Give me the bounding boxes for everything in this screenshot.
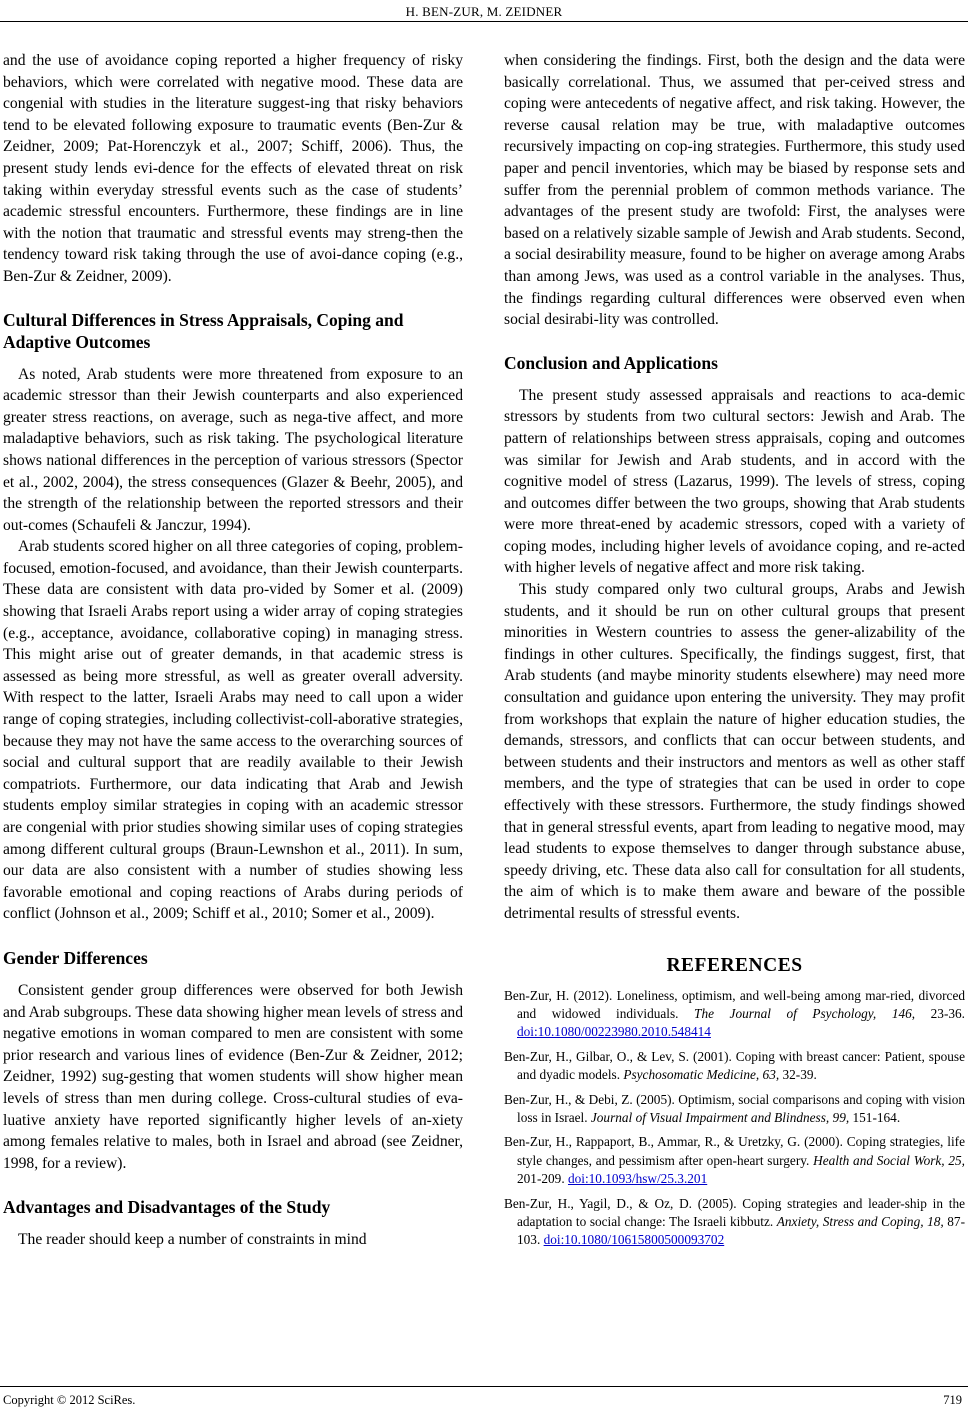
- reference-pages: 151-164.: [849, 1110, 901, 1125]
- reference-journal: The Journal of Psychology, 146: [694, 1005, 912, 1021]
- reference-pages: 32-39.: [779, 1067, 817, 1083]
- reference-journal: Journal of Visual Impairment and Blindness, 99,: [590, 1110, 850, 1125]
- running-head: H. BEN-ZUR, M. ZEIDNER: [405, 4, 563, 19]
- left-paragraph-2: As noted, Arab students were more threatened from exposure to an academic stressor than their Jewish counterparts and also experienced greater stress reactions, on average, such as nega-tive affect, and more maladaptive behaviors, such as risk taking. The psychological literature shows national differences in the perception of various stressors (Spector et al., 2002, 2004), the stress consequences (Glazer & Beehr, 2005), and the strength of the relationship between the reported stressors and their out-comes (Schaufeli & Janczur, 1994).: [3, 365, 463, 534]
- reference-pages: , 23-36.: [911, 1005, 965, 1021]
- reference-item: [504, 987, 965, 1042]
- left-paragraph-5: The reader should keep a number of constraints in mind: [18, 1231, 367, 1249]
- left-paragraph-1: and the use of avoidance coping reported a higher frequency of risky behaviors, which were correlated with negative mood. These data are congenial with studies in the literature suggest-ing that risky behaviors tend to be elevated following exposure to traumatic events (Ben-Zur & Zeidner, 2009; Pat-Horenczyk et al., 2007; Schiff, 2006). Thus, the present study lends evi-dence for the effects of elevated threat on risk taking within everyday stressful events such as the case of students’ academic stressful encounters. Furthermore, these findings are in line with the notion that traumatic and stressful events may streng-then the tendency toward risk taking through the use of avoi-dance coping (e.g., Ben-Zur & Zeidner, 2009).: [3, 52, 463, 285]
- right-column: [504, 50, 965, 1256]
- right-paragraph-2: The present study assessed appraisals and reactions to aca-demic stressors by students from two cultural sectors: Jewish and Arab. The pattern of relationships between stress appraisals, coping and outcomes was similar for Jewish and Arab students, and in accord with the cognitive model of stress (Lazarus, 1999). The levels of stress, coping and outcomes differ between the two groups, showing that Arab students were more threat-ened by academic stressors, coped with a variety of coping modes, including higher levels of avoidance coping, and re-acted with higher levels of negative affect and more risk taking.: [504, 386, 965, 577]
- references-list: [504, 987, 965, 1250]
- right-paragraph-1: when considering the findings. First, both the design and the data were basically correlational. Thus, we assumed that per-ceived stress and coping were antecedents of negative affect, and risk taking. However, the reverse causal relation may be true, with maladaptive outcomes recursively impacting on cop-ing strategies. Furthermore, this study used paper and pencil inventories, which may be biased by response sets and suffer from the perennial problem of common methods variance. The advantages of the present study are twofold: First, the analyses were based on a relatively sizable sample of Jewish and Arab students. Second, a social desirability measure, found to be higher on average among Arabs than among Jews, was used as a control variable in the analyses. Thus, the findings regarding cultural differences were observed even when social desirabi-lity was controlled.: [504, 52, 965, 329]
- reference-doi-link[interactable]: doi:10.1080/00223980.2010.548414: [517, 1024, 711, 1040]
- reference-item: [504, 1133, 965, 1188]
- references-heading: REFERENCES: [666, 954, 803, 976]
- reference-doi-link[interactable]: doi:10.1093/hsw/25.3.201: [567, 1171, 708, 1187]
- reference-text: Ben-Zur, H. (2012). Loneliness, optimism, and well-being among mar-ried, divorced and widowed individuals.: [504, 987, 965, 1021]
- right-paragraph-3: This study compared only two cultural groups, Arabs and Jewish students, and it should be run on other cultural groups that present minorities in Western countries to assess the gener-alizability of the findings in other cultures. Specifically, the findings suggest, first, that Arab students (and maybe minority students elsewhere) may need more consultation and guidance upon entering the university. They may profit from workshops that explain the nature of higher education studies, the demands, stressors, and conflicts that can occur between students, and between students and their instructors and mentors as well as other staff members, and the type of strategies that can be used in order to cope effectively with these stressors. Furthermore, the study findings showed that in general stressful events, apart from leading to negative mood, may lead students to expose themselves to danger through substance abuse, speedy driving, etc. These data also call for consultation for all students, the aim of which is to make them aware and beware of the possible detrimental results of stressful events.: [504, 581, 965, 922]
- section-heading-gender-differences: Gender Differences: [3, 947, 148, 968]
- reference-journal: Anxiety, Stress and Coping, 18,: [776, 1214, 944, 1230]
- reference-item: [504, 1091, 965, 1128]
- left-paragraph-4: Consistent gender group differences were observed for both Jewish and Arab subgroups. These data showing higher mean levels of stress and negative emotions in woman compared to men are consistent with some prior research and various lines of evidence (Ben-Zur & Zeidner, 2012; Zeidner, 1992) sug-gesting that women students will show higher mean levels of stress than men during college. Cross-cultural studies of eva-luative anxiety have reported significantly higher levels of an-xiety among females relative to males, both in Israel and abroad (see Zeidner, 1998, for a review).: [3, 981, 463, 1172]
- reference-pages: 201-209.: [517, 1171, 568, 1187]
- reference-journal: Health and Social Work, 25,: [813, 1152, 965, 1168]
- section-heading-cultural-differences: Cultural Differences in Stress Appraisals, Coping and Adaptive Outcomes: [3, 309, 404, 352]
- reference-journal: Psychosomatic Medicine, 63,: [623, 1067, 780, 1083]
- section-heading-advantages: Advantages and Disadvantages of the Study: [3, 1197, 331, 1218]
- left-column: [3, 50, 463, 1251]
- reference-text: Ben-Zur, H., & Debi, Z. (2005). Optimism, social comparisons and coping with vision loss in Israel.: [504, 1091, 965, 1125]
- left-paragraph-3: Arab students scored higher on all three categories of coping, problem-focused, emotion-focused, and avoidance, than their Jewish counterparts. These data are consistent with data pro-vided by Somer et al. (2009) showing that Israeli Arabs report using a wider array of coping strategies (e.g., acceptance, avoidance, collaborative coping) in managing stress. This might arise out of greater demands, in that academic stress is assessed as being more stressful, as well as greater overall adversity. With respect to the latter, Israeli Arabs may need to call upon a wider range of coping strategies, including collectivist-coll-aborative strategies, because they may not have the same access to the overarching sources of social and cultural support that are readily available to their Jewish compatriots. Furthermore, our data indicating that Arab and Jewish students employ similar strategies in coping with an academic stressor are congenial with prior studies showing similar uses of coping strategies among different cultural groups (Braun-Lewnshon et al., 2011). In sum, our data are also consistent with a number of studies showing less favorable emotional and coping reactions of Arabs during periods of conflict (Johnson et al., 2009; Schiff et al., 2010; Somer et al., 2009).: [3, 538, 463, 923]
- reference-text: Ben-Zur, H., Yagil, D., & Oz, D. (2005). Coping strategies and leader-ship in the adaptation to social change: The Israeli kibbutz.: [504, 1195, 965, 1230]
- reference-doi-link[interactable]: doi:10.1080/10615800500093702: [543, 1232, 725, 1248]
- reference-item: [504, 1195, 965, 1250]
- reference-text: Ben-Zur, H., Gilbar, O., & Lev, S. (2001). Coping with breast cancer: Patient, spouse and dyadic models.: [504, 1048, 965, 1083]
- section-heading-conclusion: Conclusion and Applications: [504, 352, 718, 373]
- reference-text: Ben-Zur, H., Rappaport, B., Ammar, R., & Uretzky, G. (2000). Coping strategies, life style changes, and pessimism after open-heart surgery.: [504, 1134, 965, 1168]
- reference-item: [504, 1048, 965, 1085]
- header-rule: [0, 21, 968, 22]
- footer-rule: [0, 1386, 968, 1387]
- copyright-notice: Copyright © 2012 SciRes.: [3, 1393, 136, 1407]
- reference-pages: 87-103.: [517, 1214, 966, 1248]
- page-number: 719: [943, 1393, 962, 1407]
